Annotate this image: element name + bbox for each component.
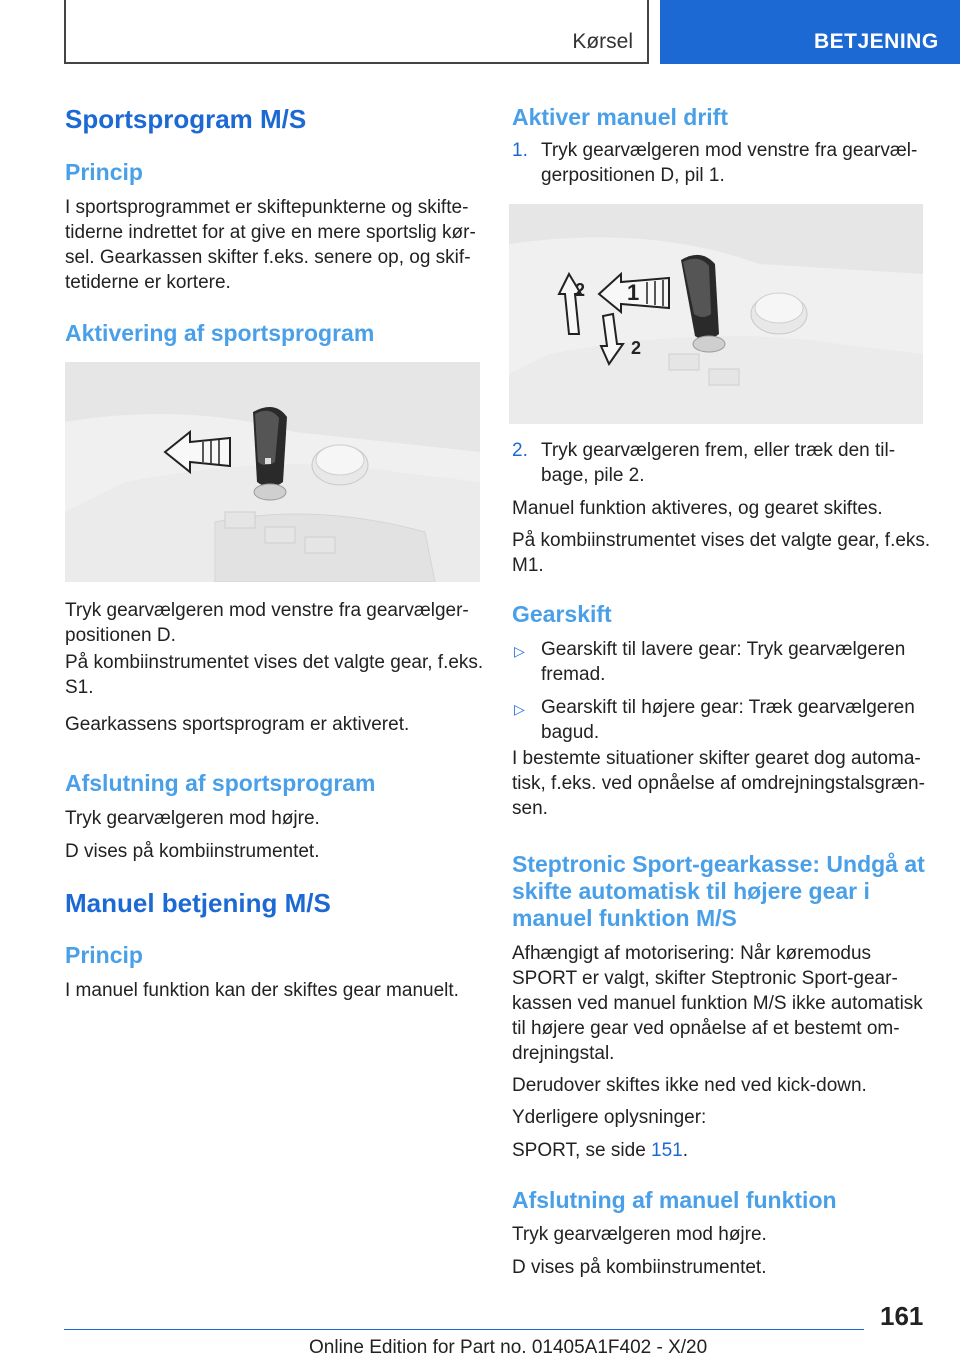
heading-princip-2: Princip [65, 942, 143, 968]
sport-reference: SPORT, se side 151. [512, 1140, 689, 1161]
heading-manuel-betjening: Manuel betjening M/S [65, 888, 331, 918]
footer-divider [64, 1329, 864, 1330]
figure-gear-selector-sport [65, 362, 480, 582]
princip-1-text: I sportsprogrammet er skiftepunkterne og skiftetiderne indrettet for at give en mere sportslig kørsel. Gearkassen skifter f.eks. senere op, og skiftetiderne er kortere. [65, 197, 476, 293]
step-1-text: Tryk gearvælgeren mod venstre fra gearvælgerpositionen D, pil 1. [541, 140, 918, 186]
header-section-label: Kørsel [572, 30, 633, 53]
afslutning-manuel-display: D vises på kombiinstrumentet. [512, 1257, 767, 1278]
heading-princip-1: Princip [65, 159, 143, 185]
figure-label-arrow-2a: 2 [575, 280, 586, 300]
figure-label-arrow-2b: 2 [631, 338, 642, 358]
manual-display-text: På kombiinstrumentet vises det valgte gear, f.eks. M1. [512, 530, 931, 576]
gear-selector-manual-illustration [509, 204, 923, 424]
heading-afslutning-sportsprogram: Afslutning af sportsprogram [65, 770, 376, 796]
kickdown-text: Derudover skiftes ikke ned ved kick-down. [512, 1075, 867, 1096]
heading-aktiver-manuel-drift: Aktiver manuel drift [512, 104, 728, 130]
more-info-text: Yderligere oplysninger: [512, 1107, 707, 1128]
step-1-number: 1. [512, 140, 528, 161]
heading-gearskift: Gearskift [512, 601, 612, 627]
gearskift-situations-text: I bestemte situationer skifter gearet dog automatisk, f.eks. ved opnåelse af omdrejningstalsgrænsen. [512, 748, 925, 819]
heading-steptronic: Steptronic Sport-gearkasse: Undgå at skifte automatisk til højere gear i manuel funktion M/S [512, 851, 925, 931]
bullet-triangle-icon: ▷ [514, 643, 525, 659]
header-section-tab [64, 0, 649, 64]
afslutning-manuel-step: Tryk gearvælgeren mod højre. [512, 1224, 767, 1245]
header-chapter-tab [660, 0, 960, 64]
step-2-number: 2. [512, 440, 528, 461]
aktivering-display-text: På kombiinstrumentet vises det valgte gear, f.eks. S1. [65, 652, 484, 698]
header-chapter-label: BETJENING [814, 30, 939, 53]
heading-aktivering-sportsprogram: Aktivering af sportsprogram [65, 320, 375, 346]
step-2-text: Tryk gearvælgeren frem, eller træk den tilbage, pile 2. [541, 440, 896, 486]
heading-sportsprogram: Sportsprogram M/S [65, 104, 307, 134]
gearskift-bullet-1: Gearskift til lavere gear: Tryk gearvælgeren fremad. [541, 639, 906, 685]
afslutning-sport-step: Tryk gearvælgeren mod højre. [65, 808, 320, 829]
gearskift-bullet-2: Gearskift til højere gear: Træk gearvælgeren bagud. [541, 697, 915, 743]
manual-activated-text: Manuel funktion aktiveres, og gearet skiftes. [512, 498, 883, 519]
footer-edition-text: Online Edition for Part no. 01405A1F402 - X/20 [309, 1337, 708, 1358]
aktivering-result-text: Gearkassens sportsprogram er aktiveret. [65, 714, 410, 735]
steptronic-depends-text: Afhængigt af motorisering: Når køremodus SPORT er valgt, skifter Steptronic Sport-gearkassen ved manuel funktion M/S ikke automatisk til højere gear ved opnåelse af et bestemt omdrejningstal. [512, 943, 923, 1064]
page-number: 161 [880, 1301, 924, 1331]
princip-2-text: I manuel funktion kan der skiftes gear manuelt. [65, 980, 459, 1001]
aktivering-step-text: Tryk gearvælgeren mod venstre fra gearvælgerpositionen D. [65, 600, 469, 646]
figure-gear-selector-manual [509, 204, 923, 424]
gear-selector-illustration [65, 362, 480, 582]
heading-afslutning-manuel: Afslutning af manuel funktion [512, 1187, 837, 1213]
bullet-triangle-icon: ▷ [514, 701, 525, 717]
figure-label-arrow-1: 1 [627, 280, 640, 305]
page-link-151[interactable]: 151 [651, 1140, 683, 1161]
afslutning-sport-display: D vises på kombiinstrumentet. [65, 841, 320, 862]
